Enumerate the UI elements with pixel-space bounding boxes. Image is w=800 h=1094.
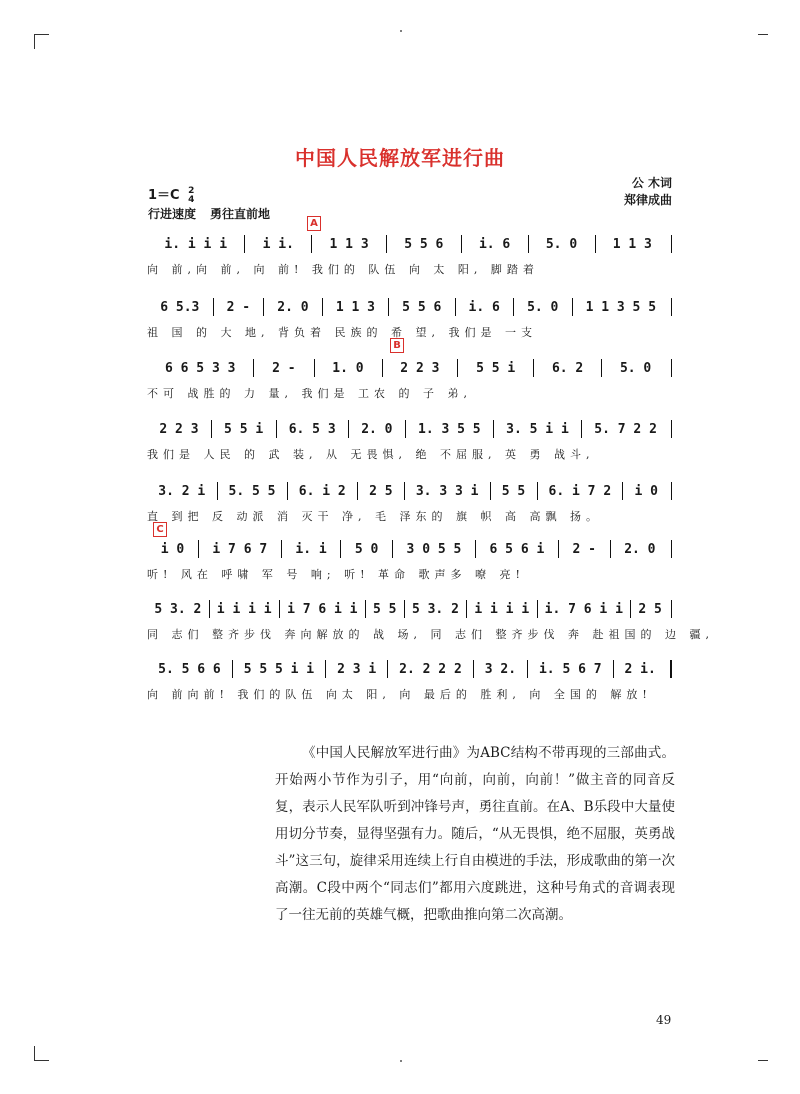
crop-mark-bottom-left	[34, 1046, 49, 1061]
measure: i. i	[295, 541, 327, 557]
measure: 3. 5 i i	[506, 421, 569, 437]
notation-line	[147, 296, 672, 318]
measure: 6 5.3	[160, 299, 200, 315]
measure: i 7 6 7	[212, 541, 268, 557]
measure: 2 2 3	[400, 360, 440, 376]
measure: i. 7 6 i i	[544, 601, 623, 617]
notation-line	[147, 538, 672, 560]
measure: i 0	[634, 483, 658, 499]
measure: 3. 3 3 i	[415, 483, 479, 499]
measure: 2. 0	[277, 299, 309, 315]
measure: 6. i 7 2	[548, 483, 612, 499]
measure: 2 5	[369, 483, 393, 499]
measure: 1 1 3 5 5	[585, 299, 657, 315]
measure: i. 6	[478, 236, 511, 252]
lyric-line: 向 前,向 前, 向 前! 我们的 队伍 向 太 阳, 脚踏着	[147, 263, 539, 276]
measure: 5 5 i	[224, 421, 264, 437]
measure: 2 i.	[624, 661, 656, 677]
measure: i. i i i	[164, 236, 228, 252]
notation-line	[147, 418, 672, 440]
measure: 5. 5 5	[228, 483, 276, 499]
notation-line	[147, 357, 672, 379]
measure: 5. 5 6 6	[158, 661, 221, 677]
time-denominator: 4	[188, 194, 195, 205]
final-barline	[670, 660, 672, 678]
measure: 5. 0	[619, 360, 652, 376]
section-mark-a: A	[307, 216, 321, 231]
measure: 5 5	[372, 601, 397, 617]
section-mark-b: B	[390, 338, 404, 353]
measure: 5 3. 2	[411, 601, 459, 617]
measure: i. 6	[468, 299, 500, 315]
measure: 3 0 5 5	[406, 541, 462, 557]
barline	[671, 359, 672, 377]
measure: 2. 0	[361, 421, 393, 437]
measure: 5 5 i	[476, 360, 516, 376]
measure: 2 2 3	[159, 421, 199, 437]
measure: i i i i	[216, 601, 272, 617]
composer-credit: 郑律成曲	[623, 193, 672, 207]
key-signature	[148, 184, 194, 205]
section-mark-c: C	[153, 522, 167, 537]
notation-line	[147, 598, 672, 620]
tempo-expression: 勇往直前地	[210, 207, 271, 221]
crop-mark-bottom-right	[758, 1060, 768, 1075]
measure: 6. 5 3	[288, 421, 336, 437]
barline	[671, 482, 672, 500]
lyric-line: 直 到把 反 动派 消 灭干 净, 毛 泽东的 旗 帜 高 高飘 扬。	[147, 510, 602, 523]
measure: 1 1 3	[612, 236, 652, 252]
measure: 5 5 6	[404, 236, 444, 252]
measure: 1 1 3	[335, 299, 375, 315]
notation-line	[147, 480, 672, 502]
measure: 2. 0	[624, 541, 656, 557]
time-numerator: 2	[188, 185, 195, 196]
measure: 5 3. 2	[154, 601, 202, 617]
tempo-marking	[148, 205, 284, 222]
song-title: 中国人民解放军进行曲	[295, 146, 505, 170]
measure: 2 3 i	[337, 661, 377, 677]
barline	[671, 298, 672, 316]
measure: 1. 3 5 5	[418, 421, 481, 437]
analysis-paragraph: 《中国人民解放军进行曲》为ABC结构不带再现的三部曲式。开始两小节作为引子，用“向前，向前，向前！”做主音的同音反复，表示人民军队听到冲锋号声，勇往直前。在A、B乐段中大量使用切分节奏，显得坚强有力。随后，“从无畏惧，绝不屈服，英勇战斗”这三句，旋律采用连续上行自由模进的手法，形成歌曲的第一次高潮。C段中两个“同志们”都用六度跳进，这种号角式的音调表现了一往无前的英雄气概，把歌曲推向第二次高潮。	[275, 745, 675, 923]
measure: 5 0	[354, 541, 379, 557]
measure: 3 2.	[484, 661, 517, 677]
measure: 2 -	[226, 299, 251, 315]
lyric-line: 不可 战胜的 力 量, 我们是 工农 的 子 弟,	[147, 387, 472, 400]
measure: 5 5 6	[402, 299, 442, 315]
measure: i. 5 6 7	[538, 661, 602, 677]
measure: 6 6 5 3 3	[164, 360, 236, 376]
measure: 2 -	[572, 541, 596, 557]
crop-mark-top-left	[34, 34, 49, 49]
measure: 5. 0	[527, 299, 559, 315]
measure: i 7 6 i i	[287, 601, 358, 617]
registration-dot	[400, 30, 402, 32]
measure: 2. 2 2 2	[399, 661, 462, 677]
measure: 2 5	[638, 601, 662, 617]
tempo-speed: 行进速度	[148, 207, 197, 221]
measure: 3. 2 i	[158, 483, 206, 499]
lyric-line: 向 前向前! 我们的队伍 向太 阳, 向 最后的 胜利, 向 全国的 解放!	[147, 688, 652, 701]
measure: 1. 0	[332, 360, 364, 376]
lyric-line: 同 志们 整齐步伐 奔向解放的 战 场, 同 志们 整齐步伐 奔 赴祖国的 边 疆,	[147, 628, 714, 641]
measure: 6. 2	[551, 360, 584, 376]
crop-mark-top-right	[758, 34, 768, 49]
page-number: 49	[656, 1013, 672, 1027]
measure: i i i i	[474, 601, 530, 617]
lyric-line: 我们是 人民 的 武 装, 从 无畏惧, 绝 不屈服, 英 勇 战斗,	[147, 448, 595, 461]
measure: 6 5 6 i	[489, 541, 545, 557]
measure: 5. 0	[545, 236, 578, 252]
barline	[671, 540, 672, 558]
time-signature	[188, 187, 194, 205]
measure: 1 1 3	[329, 236, 369, 252]
notation-line	[147, 658, 672, 680]
notation-line	[147, 233, 672, 255]
barline	[671, 235, 672, 253]
measure: 2 -	[272, 360, 296, 376]
measure: i 0	[160, 541, 185, 557]
key-label: 1＝C	[148, 188, 180, 203]
measure: i i.	[262, 236, 294, 252]
lyric-line: 祖 国 的 大 地, 背负着 民族的 希 望, 我们是 一支	[147, 326, 537, 339]
measure: 5 5 5 i i	[243, 661, 315, 677]
measure: 5. 7 2 2	[594, 421, 657, 437]
lyricist-credit: 公 木词	[631, 176, 672, 190]
lyric-line: 听! 风在 呼啸 军 号 响; 听! 革命 歌声多 嘹 亮!	[147, 568, 525, 581]
measure: 6. i 2	[298, 483, 346, 499]
barline	[671, 420, 672, 438]
registration-dot	[400, 1060, 402, 1062]
barline	[671, 600, 672, 618]
measure: 5 5	[501, 483, 526, 499]
